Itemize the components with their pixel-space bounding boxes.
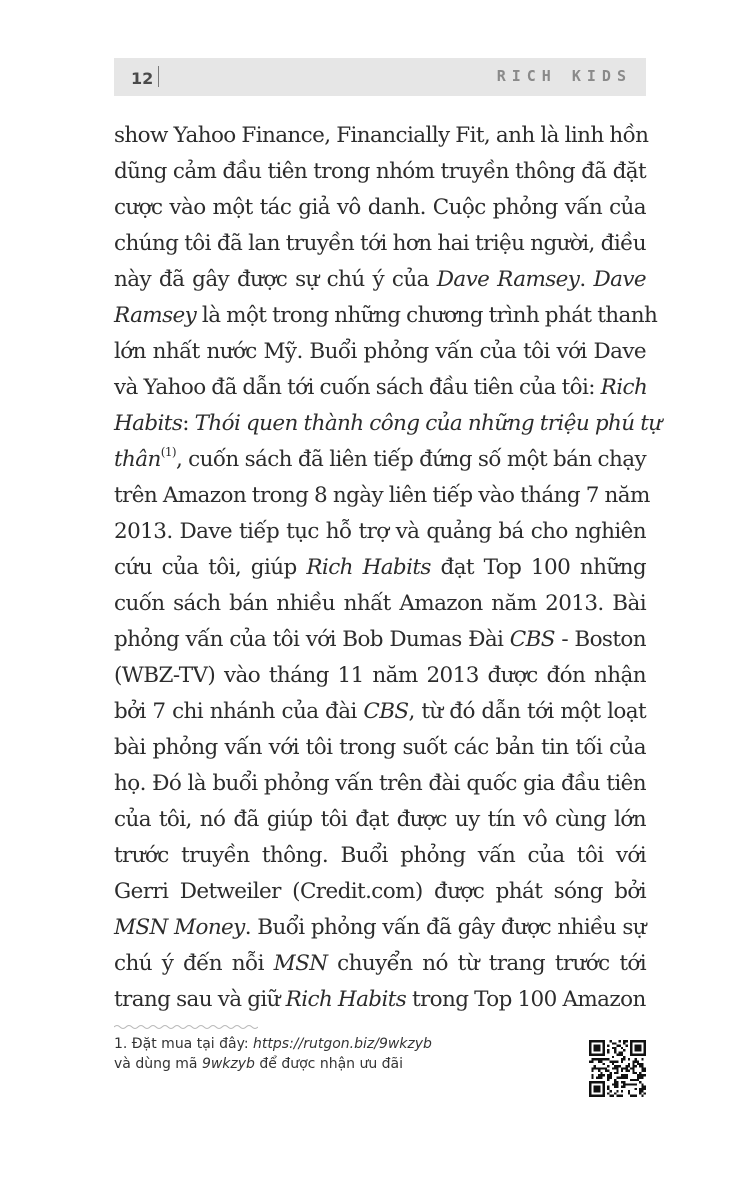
text-line: [114, 190, 646, 226]
text-line: [114, 910, 646, 946]
page-number: 12: [131, 69, 154, 88]
footnote-line-1: [114, 1034, 534, 1054]
qr-code-icon[interactable]: [589, 1040, 646, 1097]
text-line: [114, 406, 662, 442]
footnote: [114, 1034, 534, 1074]
text-run: - Boston: [554, 627, 646, 652]
footnote-code-prefix: và dùng mã: [114, 1056, 202, 1072]
text-run: , cuốn sách đã liên tiếp đứng số một bán chạy: [175, 447, 646, 472]
text-line: [114, 874, 646, 910]
text-line: [114, 802, 646, 838]
text-run: bài phỏng vấn với tôi trong suốt các bản tin tối của: [114, 735, 646, 760]
text-line: [114, 550, 646, 586]
text-run: trên Amazon trong 8 ngày liên tiếp vào tháng 7 năm: [114, 483, 650, 508]
text-line: [114, 442, 646, 478]
body-text: [114, 118, 662, 1018]
footnote-code: 9wkzyb: [201, 1056, 255, 1072]
text-line: [114, 478, 650, 514]
text-run: chuyển nó từ trang trước tới: [327, 951, 646, 976]
text-run: cược vào một tác giả vô danh. Cuộc phỏng vấn của: [114, 195, 646, 220]
text-run: trong Top 100 Amazon: [406, 987, 646, 1012]
text-run: show Yahoo Finance, Financially Fit, anh là linh hồn: [114, 123, 649, 148]
italic-text: CBS: [509, 627, 555, 652]
header-separator: [158, 66, 159, 87]
text-run: của tôi, nó đã giúp tôi đạt được uy tín vô cùng lớn: [114, 807, 646, 832]
text-run: đạt Top 100 những: [430, 555, 646, 580]
text-run: . Buổi phỏng vấn đã gây được nhiều sự: [244, 915, 646, 940]
text-run: chú ý đến nỗi: [114, 951, 274, 976]
text-run: là một trong những chương trình phát thanh: [196, 303, 658, 328]
italic-text: MSN Money: [114, 915, 245, 940]
text-run: này đã gây được sự chú ý của: [114, 267, 437, 292]
text-run: và Yahoo đã dẫn tới cuốn sách đầu tiên của tôi:: [114, 375, 601, 400]
text-line: [114, 262, 646, 298]
text-line: [114, 118, 649, 154]
text-line: [114, 370, 646, 406]
text-run: cứu của tôi, giúp: [114, 555, 307, 580]
text-line: [114, 334, 646, 370]
text-line: [114, 226, 646, 262]
book-title: RICH KIDS: [496, 67, 632, 85]
italic-text: Dave Ramsey: [436, 267, 580, 292]
footnote-divider: [114, 1024, 258, 1030]
footnote-suffix: để được nhận ưu đãi: [254, 1056, 404, 1072]
text-run: họ. Đó là buổi phỏng vấn trên đài quốc gia đầu tiên: [114, 771, 646, 796]
text-run: chúng tôi đã lan truyền tới hơn hai triệu người, điều: [114, 231, 646, 256]
text-line: [114, 154, 646, 190]
text-line: [114, 730, 646, 766]
text-run: dũng cảm đầu tiên trong nhóm truyền thông đã đặt: [114, 159, 646, 184]
text-line: [114, 622, 646, 658]
italic-text: MSN: [273, 951, 328, 976]
text-line: [114, 586, 646, 622]
italic-text: Thói quen thành công của những triệu phú tự: [194, 411, 662, 436]
text-line: [114, 982, 646, 1018]
text-run: phỏng vấn của tôi với Bob Dumas Đài: [114, 627, 510, 652]
footnote-reference: (1): [160, 444, 176, 459]
text-line: [114, 298, 658, 334]
text-run: cuốn sách bán nhiều nhất Amazon năm 2013. Bài: [114, 591, 646, 616]
italic-text: Habits: [114, 411, 183, 436]
text-run: .: [579, 267, 594, 292]
italic-text: Rich Habits: [285, 987, 407, 1012]
text-line: [114, 658, 646, 694]
text-run: :: [182, 411, 195, 436]
text-line: [114, 694, 646, 730]
italic-text: Dave: [593, 267, 647, 292]
text-line: [114, 946, 646, 982]
text-line: [114, 766, 646, 802]
footnote-line-2: [114, 1054, 534, 1074]
italic-text: Rich: [600, 375, 648, 400]
text-run: trang sau và giữ: [114, 987, 286, 1012]
footnote-link[interactable]: https://rutgon.biz/9wkzyb: [253, 1036, 432, 1052]
text-run: bởi 7 chi nhánh của đài: [114, 699, 364, 724]
text-run: , từ đó dẫn tới một loạt: [408, 699, 646, 724]
text-run: 2013. Dave tiếp tục hỗ trợ và quảng bá cho nghiên: [114, 519, 646, 544]
text-run: lớn nhất nước Mỹ. Buổi phỏng vấn của tôi với Dave: [114, 339, 646, 364]
text-line: [114, 514, 646, 550]
italic-text: Rich Habits: [306, 555, 431, 580]
text-run: trước truyền thông. Buổi phỏng vấn của tôi với: [114, 843, 646, 868]
italic-text: Ramsey: [114, 303, 197, 328]
italic-text: thân: [114, 447, 161, 472]
text-line: [114, 838, 646, 874]
footnote-prefix: 1. Đặt mua tại đây:: [114, 1036, 254, 1052]
text-run: (WBZ-TV) vào tháng 11 năm 2013 được đón nhận: [114, 663, 646, 688]
page-header: [114, 58, 646, 96]
text-run: Gerri Detweiler (Credit.com) được phát sóng bởi: [114, 879, 646, 904]
italic-text: CBS: [363, 699, 409, 724]
